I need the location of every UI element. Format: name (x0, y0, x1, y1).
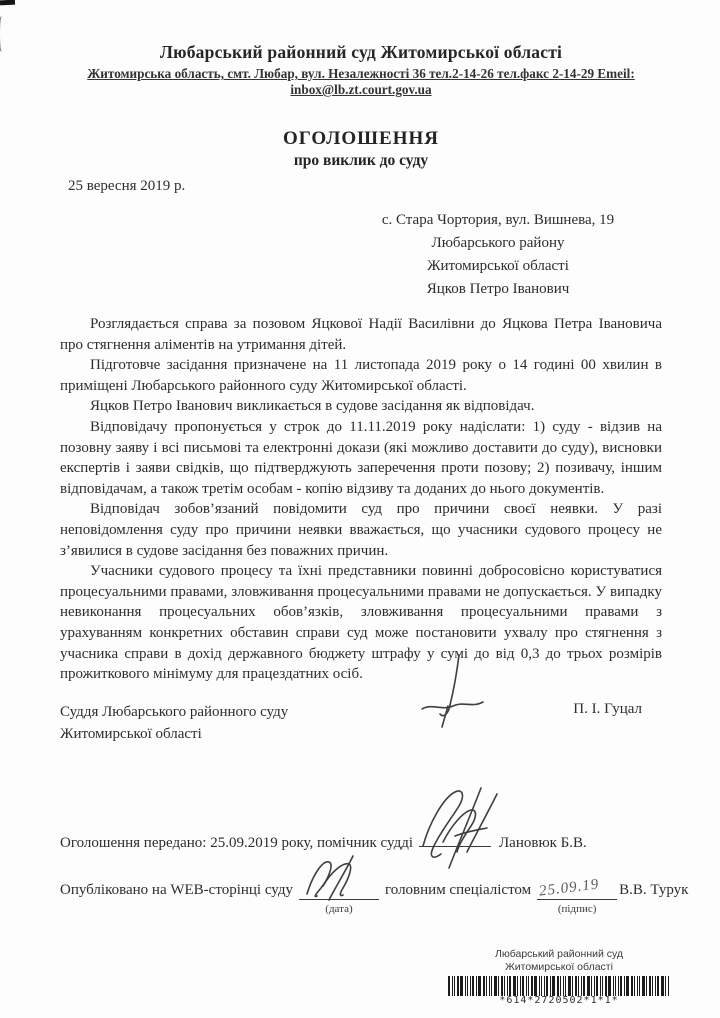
date-signature-line (299, 882, 379, 900)
passed-line (60, 835, 662, 852)
web-date-signature (301, 854, 363, 902)
passed-text: Оголошення передано: 25.09.2019 року, помічник судді (60, 834, 413, 851)
judge-title-line: Житомирської області (60, 725, 202, 742)
body-paragraph: Відповідачу пропонується у строк до 11.11.2019 року надіслати: 1) суду - відзив на позовну заяву і всі письмові та електронні докази (які можливо доставити до суду), висновки експертів і заяви свідків, що підтверджують заперечення проти позову; 2) позивачу, іншим відповідачам, а також третім особам - копію відзиву та доданих до нього документів. (60, 418, 662, 497)
assistant-signature-line (419, 846, 491, 847)
recipient-line: Яцков Петро Іванович (426, 281, 570, 297)
barcode-number: *614*2720502*1*1* (499, 995, 619, 1006)
stamp-court-region: Житомирської області (505, 960, 613, 973)
court-address-line: Житомирська область, смт. Любар, вул. Незалежності 36 тел.2-14-26 тел.факс 2-14-29 Emeil: inbox@lb.zt.court.gov.ua (87, 66, 635, 97)
sign-caption: (підпис) (557, 902, 597, 915)
judge-title (60, 701, 288, 745)
court-stamp (444, 948, 674, 1006)
judge-signature-block (60, 701, 662, 747)
recipient-line: с. Стара Чортория, вул. Вишнева, 19 (381, 212, 615, 228)
body-paragraph: Яцков Петро Іванович викликається в судове засідання як відповідач. (90, 398, 535, 415)
assistant-name: Лановюк Б.В. (499, 834, 587, 851)
recipient-line: Житомирської області (427, 258, 569, 274)
body-paragraph: Учасники судового процесу та їхні представники повинні добросовісно користуватися процесуальними правами, зловживання процесуальними правами не допускається. У випадку невиконання процесуальних обов’язків, зловживання процесуальними правами з урахуванням конкретних обставин справи суд може постановити ухвалу про стягнення з учасника справи в дохід державного бюджету штрафу у сумі до від 0,3 до трьох розмірів прожиткового мінімуму для працездатних осіб. (60, 563, 662, 683)
barcode (444, 976, 674, 996)
document-title: ОГОЛОШЕННЯ (283, 128, 439, 149)
body-paragraph: Розглядається справа за позовом Яцкової Надії Василівни до Яцкова Петра Івановича про стягнення аліментів на утримання дітей. (60, 316, 662, 353)
published-date-blank (299, 882, 379, 915)
stamp-court-name: Любарський районний суд (494, 948, 624, 960)
published-middle-text: головним спеціалістом (384, 881, 532, 898)
assistant-signature (409, 784, 513, 870)
body-paragraph: Відповідач зобов’язаний повідомити суд про причини своєї неявки. У разі неповідомлення суду про причини неявки вважається, що учасники судового процесу не з’явилися в судове засідання без поважних причин. (60, 501, 662, 559)
published-text: Опубліковано на WEB-сторінці суду (60, 881, 293, 898)
recipient-line: Любарського району (431, 235, 565, 251)
judge-signature (419, 653, 491, 731)
sign-signature-line (537, 876, 617, 900)
judge-title-line: Суддя Любарського районного суду (60, 703, 289, 720)
handwritten-date: 25.09.19 (538, 876, 601, 900)
published-sign-blank (537, 876, 617, 915)
recipient-address-block (360, 209, 636, 301)
date-caption: (дата) (325, 902, 353, 915)
document-date: 25 вересня 2019 р. (68, 178, 186, 194)
specialist-name: В.В. Турук (619, 881, 689, 898)
scan-artifact-corner (0, 0, 15, 5)
court-name-heading: Любарський районний суд Житомирської області (159, 42, 563, 62)
document-subtitle: про виклик до суду (293, 152, 429, 169)
published-line (60, 876, 689, 915)
judge-name: П. І. Гуцал (573, 700, 642, 717)
body-paragraph: Підготовче засідання призначене на 11 листопада 2019 року о 14 годині 00 хвилин в приміщені Любарського районного суду Житомирської області. (60, 357, 662, 394)
judge-signature-area (288, 701, 573, 747)
scan-artifact-edge (0, 16, 7, 52)
document-body (60, 314, 662, 685)
